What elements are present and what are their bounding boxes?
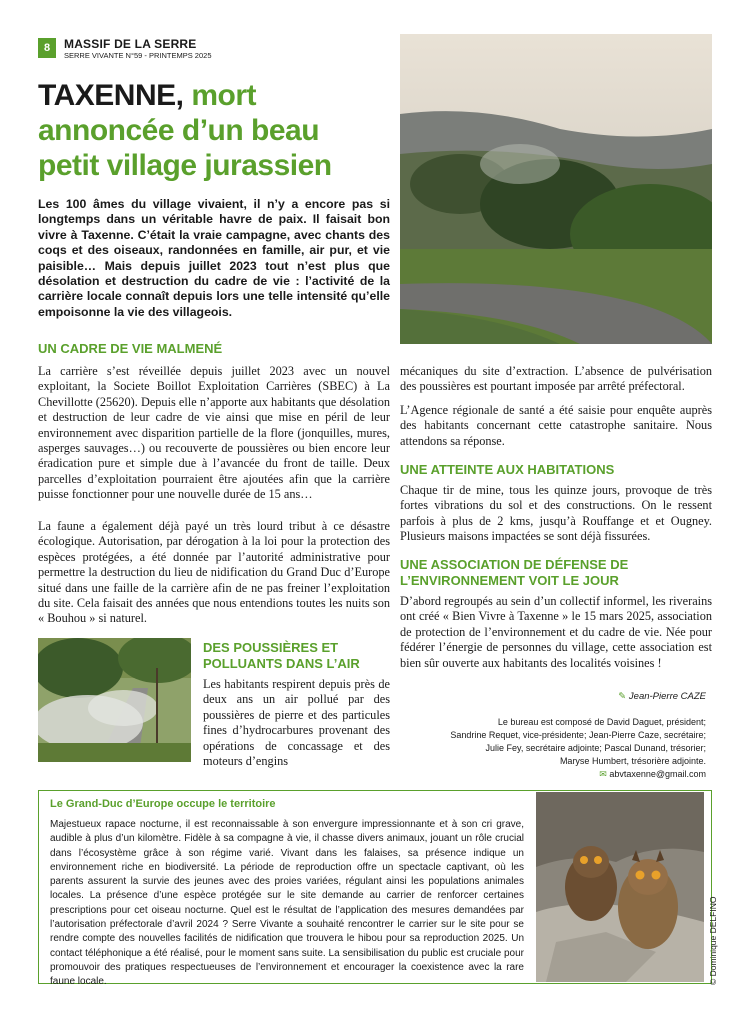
mail-icon: ✉ <box>599 769 607 779</box>
author-name: Jean-Pierre CAZE <box>628 691 706 702</box>
road-landscape-photo <box>400 34 712 344</box>
section-poussieres-paragraph-1: Les habitants respirent depuis près de deux ans un air pollué par des poussières de pierre et des particules fines d’hydrocarbures provenant des opérations de concassage et des moteurs d’engins <box>203 677 390 769</box>
bureau-line: Julie Fey, secrétaire adjointe; Pascal Dunand, trésorier; <box>485 743 706 753</box>
section-title-habitations: UNE ATTEINTE AUX HABITATIONS <box>400 462 615 477</box>
issue-info: SERRE VIVANTE N°59 - PRINTEMPS 2025 <box>64 51 212 60</box>
lead-paragraph: Les 100 âmes du village vivaient, il n’y a encore pas si longtemps dans un véritable havre de paix. Il faisait bon vivre à Taxenne. C’était la vraie campagne, avec chants des coqs et des oiseaux, randonnées en famille, air pur, et vie paisible… Mais depuis juillet 2023 tout n’est plus que désolation et destruction du cadre de vie : l’activité de la carrière locale connaît depuis lors une telle intensité qu’elle empoisonne la vie des villageois. <box>38 197 390 319</box>
photo-credit: © Dominique DELFINO <box>708 896 718 985</box>
bureau-line: Maryse Humbert, trésorière adjointe. <box>559 756 706 766</box>
section-poussieres-paragraph-2: L’Agence régionale de santé a été saisie pour enquête auprès des habitants concernant cette catastrophe sanitaire. Nous attendons sa réponse. <box>400 403 712 448</box>
dust-road-photo <box>38 638 191 762</box>
section-habitations-paragraph: Chaque tir de mine, tous les quinze jours, provoque de très fortes vibrations du sol et des constructions. On le ressent parfois à plus de 2 kms, jusqu’à Rouffange et et Ougney. Plusieurs maisons impactées se sont déjà fissurées. <box>400 483 712 544</box>
section-title-poussieres: DES POUSSIÈRES ET POLLUANTS DANS L’AIR <box>203 640 360 671</box>
pencil-icon: ✎ <box>618 691 627 702</box>
info-box-text: Majestueux rapace nocturne, il est reconnaissable à son envergure impressionnante et à son cri grave, audible à plus d’un kilomètre. Fidèle à sa compagne à vie, il chasse divers animaux, jouant un rôle crucial dans l’écosystème grâce à son régime varié. Vivant dans les falaises, sa présence indique un environnement riche en biodiversité. La période de reproduction offre un spectacle captivant, où les parents assurent la survie des jeunes avec des proies variées, régulant ainsi les populations animales locales. La présence d’une espèce protégée sur le site demande au carrier de renforcer certaines prescriptions pour cet oiseau nocturne. Quel est le résultat de l’application des mesures demandées par l’autorisation préfectorale d’avril 2024 ? Serre Vivante a souhaité rencontrer le carrier sur le site pour se rendre compte des nouvelles facilités de nidification que trouvera le hibou pour sa reproduction 2025. Un contact téléphonique a été réalisé, pour le moment sans suite. La sensibilisation du public est cruciale pour promouvoir des pratiques respectueuses de l’environnement et encourager la coexistence avec la rare faune locale. <box>50 819 524 988</box>
author-signature <box>480 691 706 702</box>
section-association-paragraph: D’abord regroupés au sein d’un collectif informel, les riverains ont créé « Bien Vivre à Taxenne » le 15 mars 2025, association de protection de l’environnement et du cadre de vie. Née pour fédérer l’énergie de personnes du village, cette association est bien sûr ouverte aux habitants des localités voisines ! <box>400 594 712 670</box>
section-poussieres-paragraph-1-cont: mécaniques du site d’extraction. L’absence de pulvérisation des poussières est pourtant imposée par arrêté préfectoral. <box>400 364 712 394</box>
owl-photo <box>536 792 704 982</box>
magazine-title: MASSIF DE LA SERRE <box>64 37 197 51</box>
bureau-line: Sandrine Requet, vice-présidente; Jean-Pierre Caze, secrétaire; <box>450 730 706 740</box>
headline-place: TAXENNE, <box>38 79 184 112</box>
section-title-association: UNE ASSOCIATION DE DÉFENSE DE L’ENVIRONNEMENT VOIT LE JOUR <box>400 557 629 588</box>
page-number: 8 <box>38 38 56 58</box>
headline-rest: mort annoncée d’un beau petit village jurassien <box>38 79 332 182</box>
contact-email[interactable] <box>400 768 706 781</box>
section-cadre-paragraph-2: La faune a également déjà payé un très lourd tribut à ce désastre écologique. Autorisation, par dérogation à la loi pour la protection des espèces protégées, a été donnée par l’autorité administrative pour permettre la destruction du lieu de nidification du Grand Duc d’Europe situé dans une faille de la carrière afin de ne pas freiner l’exploitation du site. Cela faisait des années que nous entendions toutes les nuits son « Bouhou » si naturel. <box>38 519 390 626</box>
bureau-members <box>400 716 706 781</box>
section-title-cadre: UN CADRE DE VIE MALMENÉ <box>38 341 223 356</box>
email-address[interactable]: abvtaxenne@gmail.com <box>609 769 706 779</box>
headline <box>38 78 368 183</box>
section-cadre-paragraph-1: La carrière s’est réveillée depuis juillet 2023 avec un nouvel exploitant, la Societe Boillot Exploitation Carrières (SBEC) à La Chevillotte (25620). Depuis elle n’apporte aux habitants que désolation et destruction de leur cadre de vie ainsi que mise en péril de leur environnement avec disparition partielle de la flore (jonquilles, mures, asperges sauvages…) ou recouverte de poussières ou bien encore leur éradication pure et simple due à l’avancée du front de taille. Deux parcelles d’exploitation pourraient être ajoutées afin que la carrière puisse fonctionner pour une nouvelle durée de 15 ans… <box>38 364 390 502</box>
bureau-line: Le bureau est composé de David Daguet, président; <box>497 717 706 727</box>
info-box-title: Le Grand-Duc d’Europe occupe le territoire <box>50 798 276 810</box>
